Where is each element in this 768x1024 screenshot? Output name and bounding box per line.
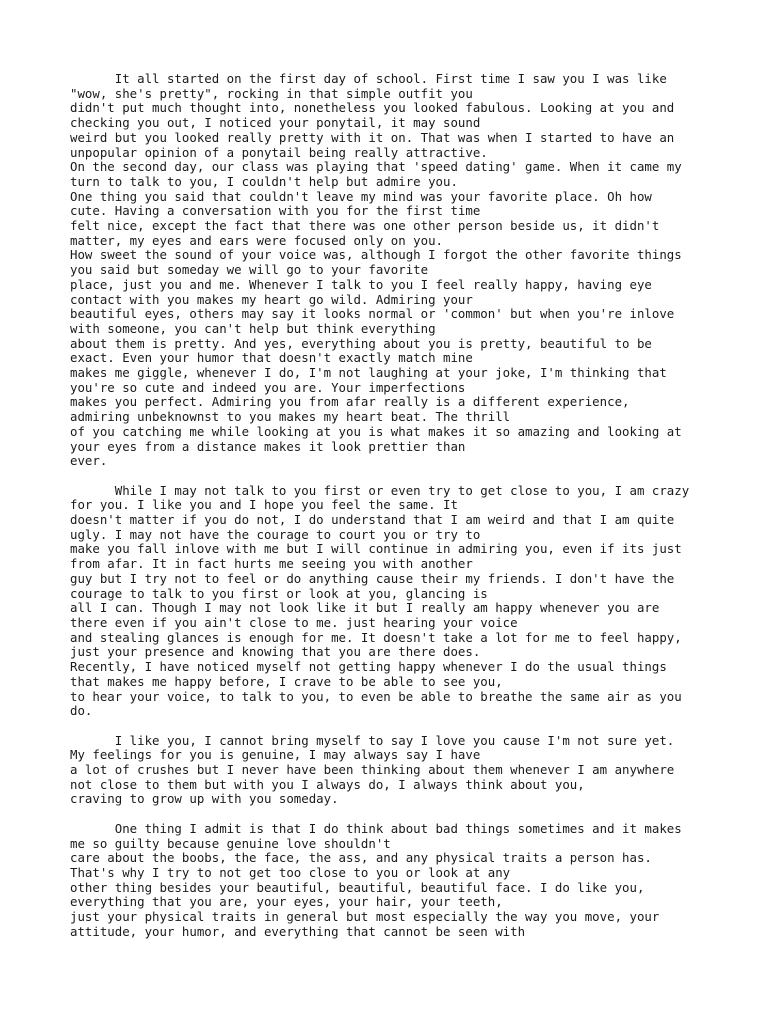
text-line: that makes me happy before, I crave to be able to see you, <box>70 673 503 689</box>
text-line: just your physical traits in general but most especially the way you move, your <box>70 909 660 925</box>
text-line: Recently, I have noticed myself not getting happy whenever I do the usual things <box>70 659 667 675</box>
text-line: place, just you and me. Whenever I talk to you I feel really happy, having eye <box>70 276 652 292</box>
text-line: for you. I like you and I hope you feel the same. It <box>70 497 458 513</box>
text-line: to hear your voice, to talk to you, to even be able to breathe the same air as you <box>70 688 682 704</box>
text-line: matter, my eyes and ears were focused only on you. <box>70 232 443 248</box>
paragraph-1 <box>70 72 760 469</box>
text-line: craving to grow up with you someday. <box>70 791 339 807</box>
paragraph-2 <box>70 484 760 719</box>
text-line: cute. Having a conversation with you for the first time <box>70 203 481 219</box>
text-line: all I can. Though I may not look like it but I really am happy whenever you are <box>70 600 660 616</box>
text-line: didn't put much thought into, nonetheless you looked fabulous. Looking at you and <box>70 100 675 116</box>
text-line: just your presence and knowing that you are there does. <box>70 644 481 660</box>
text-line: do. <box>70 703 93 719</box>
text-line: with someone, you can't help but think everything <box>70 320 436 336</box>
text-line: guy but I try not to feel or do anything cause their my friends. I don't have the <box>70 570 675 586</box>
text-line: One thing you said that couldn't leave my mind was your favorite place. Oh how <box>70 188 652 204</box>
text-line: doesn't matter if you do not, I do understand that I am weird and that I am quite <box>70 512 675 528</box>
text-line: unpopular opinion of a ponytail being really attractive. <box>70 144 488 160</box>
text-line: courage to talk to you first or look at you, glancing is <box>70 585 488 601</box>
text-line: ever. <box>70 453 108 469</box>
text-line: attitude, your humor, and everything that cannot be seen with <box>70 923 526 939</box>
text-line: make you fall inlove with me but I will continue in admiring you, even if its just <box>70 541 682 557</box>
text-line: I like you, I cannot bring myself to say I love you cause I'm not sure yet. <box>70 732 675 748</box>
text-line: and stealing glances is enough for me. It doesn't take a lot for me to feel happy, <box>70 629 682 645</box>
text-line: other thing besides your beautiful, beautiful, beautiful face. I do like you, <box>70 879 645 895</box>
text-line: a lot of crushes but I never have been thinking about them whenever I am anywhere <box>70 762 675 778</box>
text-line: ugly. I may not have the courage to court you or try to <box>70 526 481 542</box>
text-line: not close to them but with you I always do, I always think about you, <box>70 776 585 792</box>
text-line: everything that you are, your eyes, your hair, your teeth, <box>70 894 503 910</box>
text-line: checking you out, I noticed your ponytail, it may sound <box>70 115 481 131</box>
text-line: makes me giggle, whenever I do, I'm not laughing at your joke, I'm thinking that <box>70 365 667 381</box>
text-line: It all started on the first day of school. First time I saw you I was like <box>70 71 667 86</box>
text-line: My feelings for you is genuine, I may always say I have <box>70 747 481 763</box>
text-line: you're so cute and indeed you are. Your imperfections <box>70 379 466 395</box>
text-line: contact with you makes my heart go wild. Admiring your <box>70 291 473 307</box>
text-line: me so guilty because genuine love shouldn't <box>70 835 391 851</box>
text-line: How sweet the sound of your voice was, although I forgot the other favorite things <box>70 247 682 263</box>
text-line: of you catching me while looking at you is what makes it so amazing and looking at <box>70 423 682 439</box>
text-line: exact. Even your humor that doesn't exactly match mine <box>70 350 473 366</box>
text-line: That's why I try to not get too close to you or look at any <box>70 864 511 880</box>
text-line: from afar. It in fact hurts me seeing you with another <box>70 556 473 572</box>
text-line: While I may not talk to you first or even try to get close to you, I am crazy <box>70 482 690 498</box>
text-line: care about the boobs, the face, the ass, and any physical traits a person has. <box>70 850 652 866</box>
text-line: there even if you ain't close to me. just hearing your voice <box>70 615 518 630</box>
text-line: turn to talk to you, I couldn't help but admire you. <box>70 173 458 189</box>
text-line: admiring unbeknownst to you makes my heart beat. The thrill <box>70 409 511 425</box>
text-line: beautiful eyes, others may say it looks normal or 'common' but when you're inlove <box>70 306 675 322</box>
text-line: "wow, she's pretty", rocking in that simple outfit you <box>70 85 473 101</box>
text-line: weird but you looked really pretty with it on. That was when I started to have an <box>70 129 675 145</box>
text-line: makes you perfect. Admiring you from afar really is a different experience, <box>70 394 630 410</box>
paragraph-3 <box>70 734 760 808</box>
text-line: On the second day, our class was playing that 'speed dating' game. When it came my <box>70 159 682 175</box>
text-line: you said but someday we will go to your favorite <box>70 262 429 278</box>
text-line: about them is pretty. And yes, everything about you is pretty, beautiful to be <box>70 335 652 351</box>
text-line: felt nice, except the fact that there was one other person beside us, it didn't <box>70 218 660 234</box>
text-line: One thing I admit is that I do think about bad things sometimes and it makes <box>70 820 682 836</box>
document-body <box>70 72 760 954</box>
paragraph-4 <box>70 822 760 940</box>
text-line: your eyes from a distance makes it look prettier than <box>70 438 466 454</box>
